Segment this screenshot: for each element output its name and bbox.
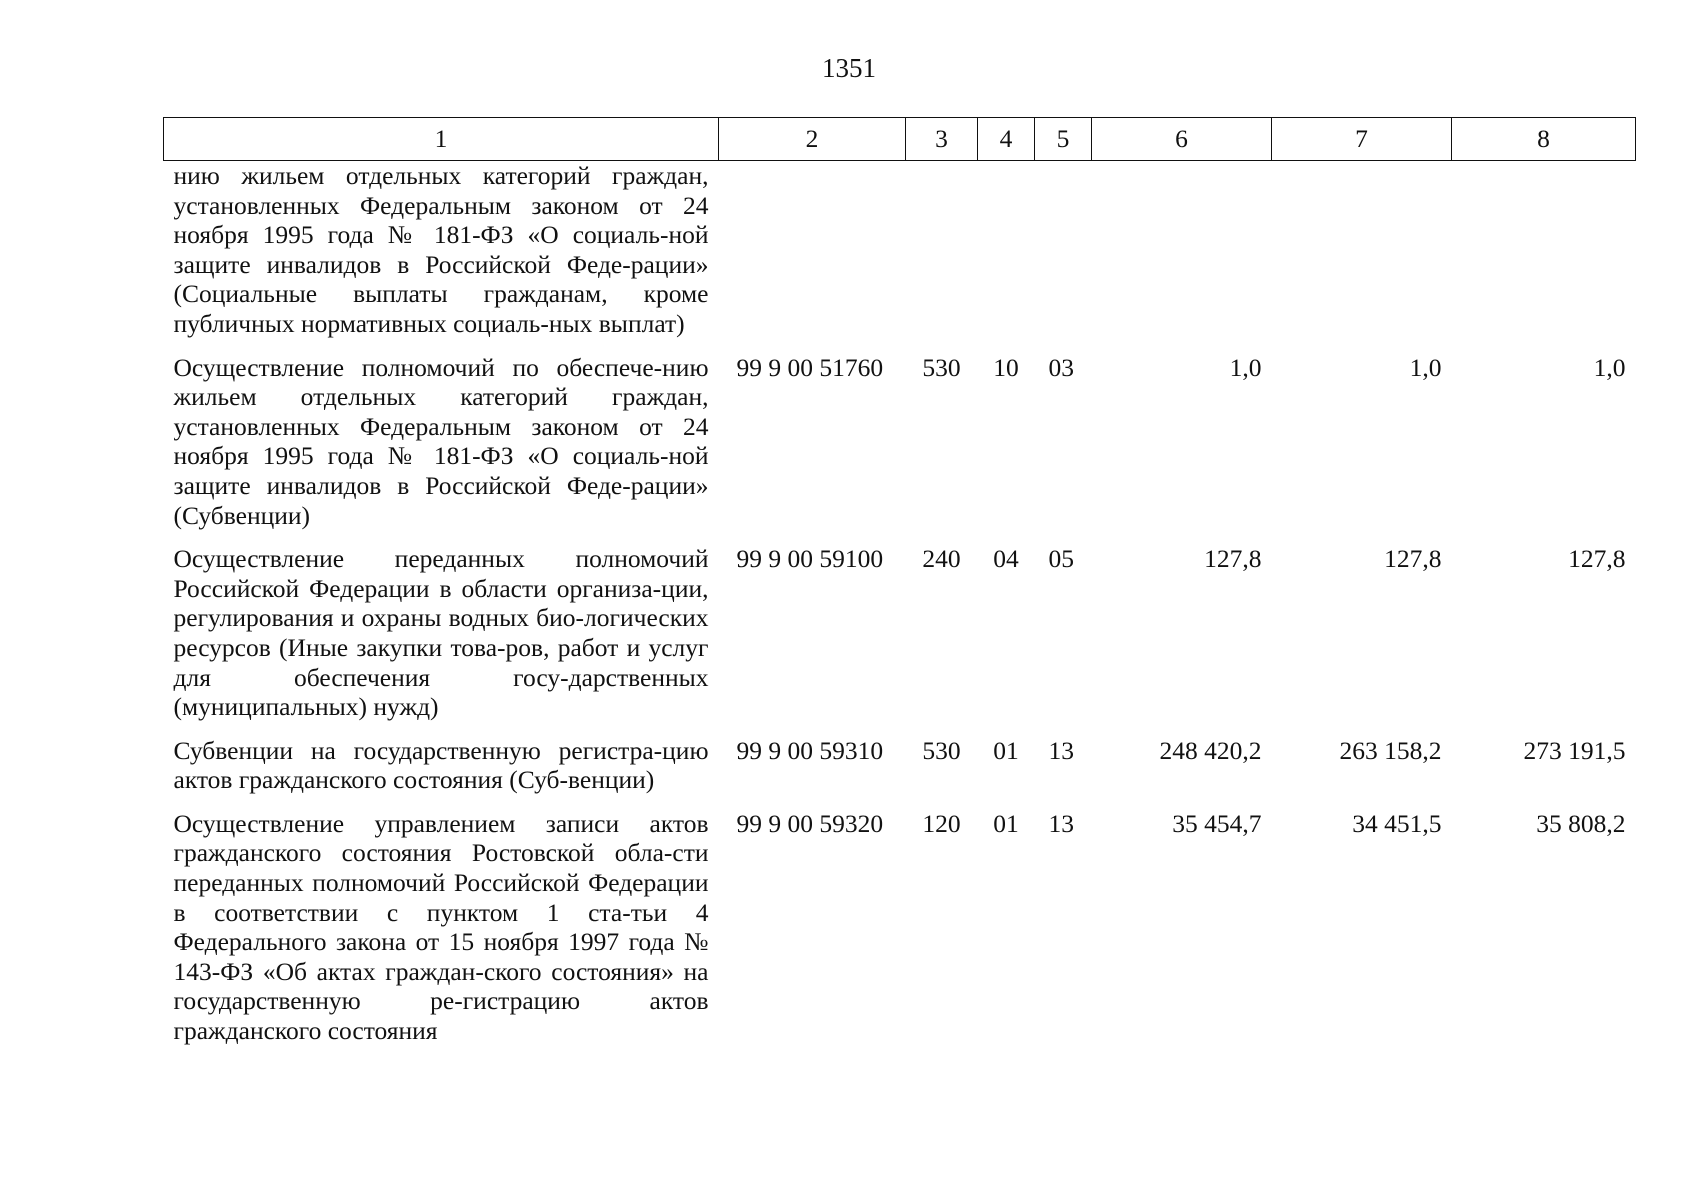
row-expense-type: 240: [922, 544, 961, 574]
row-subsection: [1035, 161, 1092, 339]
budget-table: [163, 117, 1636, 1046]
table-row: [164, 809, 1636, 1046]
row-description: Осуществление управлением записи актов гражданского состояния Ростовской обла-сти переданных полномочий Российской Федерации в соответствии с пунктом 1 ста-тьи 4 Федерального закона от 15 ноября 1997 года № 143-ФЗ «Об актах граждан-ского состояния» на государственную ре-гистрацию актов гражданского состояния: [173, 808, 709, 1046]
row-target-code: 99 9 00 59310: [736, 735, 884, 765]
row-subsection: 13: [1048, 735, 1074, 765]
row-subsection: 13: [1048, 808, 1074, 838]
row-gap: [164, 530, 1636, 544]
row-expense-type: [906, 161, 978, 339]
row-description: нию жильем отдельных категорий граждан, установленных Федеральным законом от 24 ноября 1995 года № 181-ФЗ «О социаль-ной защите инвалидов в Российской Феде-рации» (Социальные выплаты гражданам, кроме публичных нормативных социаль-ных выплат): [173, 161, 709, 338]
row-amount-col-8: 1,0: [1593, 352, 1626, 382]
header-col-8: 8: [1452, 118, 1636, 161]
row-target-code: [719, 161, 906, 339]
table-row: [164, 736, 1636, 795]
row-amount-col-6: [1092, 161, 1272, 339]
row-target-code: 99 9 00 59100: [736, 544, 884, 574]
row-amount-col-8: 273 191,5: [1523, 735, 1626, 765]
header-col-4: 4: [978, 118, 1035, 161]
row-section: 01: [993, 808, 1019, 838]
table-row: [164, 161, 1636, 339]
row-amount-col-6: 35 454,7: [1172, 808, 1262, 838]
header-col-6: 6: [1092, 118, 1272, 161]
row-gap: [164, 795, 1636, 809]
page-number: 1351: [822, 53, 876, 83]
row-target-code: 99 9 00 59320: [736, 808, 884, 838]
header-col-5: 5: [1035, 118, 1092, 161]
row-amount-col-6: 1,0: [1229, 352, 1262, 382]
row-expense-type: 120: [922, 808, 961, 838]
row-amount-col-7: 127,8: [1384, 544, 1442, 574]
header-col-3: 3: [906, 118, 978, 161]
row-amount-col-7: 263 158,2: [1339, 735, 1442, 765]
row-gap: [164, 339, 1636, 353]
row-amount-col-7: 1,0: [1409, 352, 1442, 382]
row-amount-col-8: [1452, 161, 1636, 339]
row-expense-type: 530: [922, 352, 961, 382]
header-col-2: 2: [719, 118, 906, 161]
header-col-1: 1: [164, 118, 719, 161]
row-subsection: 05: [1048, 544, 1074, 574]
row-amount-col-8: 127,8: [1568, 544, 1626, 574]
table-row: [164, 544, 1636, 722]
table-header-row: [164, 118, 1636, 161]
row-description: Субвенции на государственную регистра-цию актов гражданского состояния (Суб-венции): [173, 735, 709, 795]
row-amount-col-7: 34 451,5: [1352, 808, 1442, 838]
row-section: 01: [993, 735, 1019, 765]
row-description: Осуществление переданных полномочий Российской Федерации в области организа-ции, регулирования и охраны водных био-логических ресурсов (Иные закупки това-ров, работ и услуг для обеспечения госу-дарственных (муниципальных) нужд): [173, 544, 709, 722]
row-amount-col-8: 35 808,2: [1536, 808, 1626, 838]
row-amount-col-7: [1272, 161, 1452, 339]
table-row: [164, 353, 1636, 531]
row-expense-type: 530: [922, 735, 961, 765]
row-section: 04: [993, 544, 1019, 574]
row-target-code: 99 9 00 51760: [736, 352, 884, 382]
row-section: [978, 161, 1035, 339]
row-gap: [164, 722, 1636, 736]
row-subsection: 03: [1048, 352, 1074, 382]
row-description: Осуществление полномочий по обеспече-нию жильем отдельных категорий граждан, установленных Федеральным законом от 24 ноября 1995 года № 181-ФЗ «О социаль-ной защите инвалидов в Российской Феде-рации» (Субвенции): [173, 352, 709, 530]
row-amount-col-6: 127,8: [1204, 544, 1262, 574]
row-section: 10: [993, 352, 1019, 382]
row-amount-col-6: 248 420,2: [1159, 735, 1262, 765]
header-col-7: 7: [1272, 118, 1452, 161]
